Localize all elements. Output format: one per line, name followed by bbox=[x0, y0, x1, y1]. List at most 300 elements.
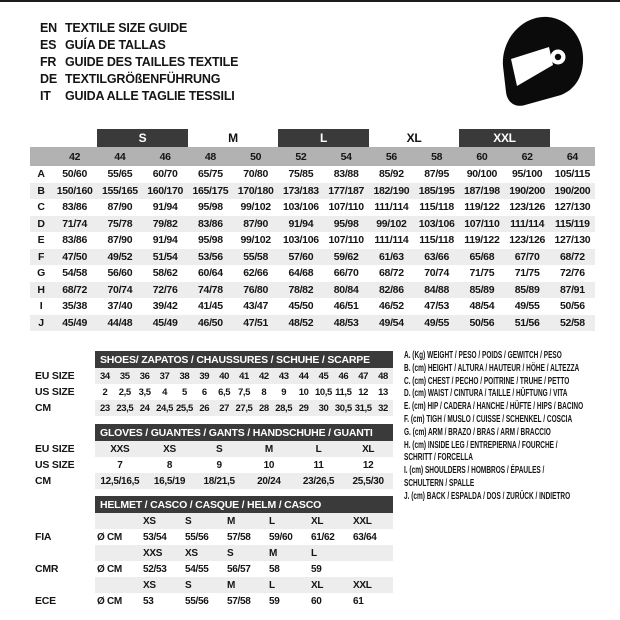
size-group-xl: XL bbox=[406, 131, 422, 145]
legend-item bbox=[404, 427, 619, 440]
legend-item bbox=[404, 363, 619, 376]
size-row-h bbox=[30, 282, 595, 299]
sub-cell: 43 bbox=[278, 370, 289, 382]
size-row-key: C bbox=[37, 201, 45, 214]
size-cell: 45/49 bbox=[152, 316, 178, 329]
legend-line: H. (cm) INSIDE LEG / ENTREPIERNA / FOURCHE / bbox=[404, 439, 558, 451]
size-cell: 107/110 bbox=[328, 234, 364, 247]
size-row-i bbox=[30, 298, 595, 315]
sub-cell: 59/60 bbox=[269, 531, 293, 543]
gloves-table-body bbox=[35, 441, 393, 489]
size-cell: 62/66 bbox=[243, 267, 269, 280]
size-col-header: 60 bbox=[476, 150, 488, 163]
size-cell: 46/52 bbox=[378, 300, 404, 313]
size-group-m: M bbox=[228, 131, 238, 145]
helmet-title-spacer bbox=[35, 496, 95, 513]
helmet-table-title: HELMET / CASCO / CASQUE / HELM / CASCO bbox=[95, 496, 393, 513]
size-cell: 85/89 bbox=[469, 283, 495, 296]
legend-item bbox=[404, 491, 619, 504]
size-cell: 190/200 bbox=[509, 184, 546, 197]
size-cell: 177/187 bbox=[328, 184, 365, 197]
size-row-g bbox=[30, 265, 595, 282]
size-cell: 67/70 bbox=[514, 250, 540, 263]
legend-line: J. (cm) BACK / ESPALDA / DOS / ZURÜCK / INDIETRO bbox=[404, 490, 571, 502]
size-cell: 71/74 bbox=[62, 217, 88, 230]
language-label: GUIDA ALLE TAGLIE TESSILI bbox=[65, 89, 235, 103]
gloves-title-spacer bbox=[35, 424, 95, 441]
size-cell: 71/75 bbox=[514, 267, 540, 280]
size-cell: 75/85 bbox=[288, 168, 314, 181]
sub-cell: 29 bbox=[298, 402, 309, 414]
size-cell: 49/55 bbox=[424, 316, 450, 329]
shoes-size-table bbox=[35, 351, 393, 416]
size-cell: 111/114 bbox=[374, 201, 409, 214]
size-group-s: S bbox=[97, 129, 188, 147]
size-cell: 75/78 bbox=[107, 217, 133, 230]
sub-cell: XXS bbox=[110, 443, 130, 455]
size-cell: 111/114 bbox=[374, 234, 409, 247]
size-cell: 61/63 bbox=[378, 250, 404, 263]
sub-row-label bbox=[35, 513, 95, 529]
sub-cell: 52/53 bbox=[143, 563, 167, 575]
language-code: FR bbox=[40, 55, 57, 69]
size-col-header: 50 bbox=[250, 150, 262, 163]
sub-table-row bbox=[35, 529, 393, 545]
size-cell: 115/118 bbox=[419, 234, 454, 247]
sub-row-cells bbox=[95, 545, 393, 561]
size-cell: 182/190 bbox=[373, 184, 410, 197]
shoes-title-row bbox=[35, 351, 393, 368]
sub-cell: 46 bbox=[338, 370, 349, 382]
helmet-size-table bbox=[35, 496, 393, 609]
language-row bbox=[40, 88, 238, 105]
size-col-header: 56 bbox=[385, 150, 397, 163]
sub-cell: 24,5 bbox=[156, 402, 173, 414]
sub-cell: M bbox=[264, 443, 273, 455]
sub-cell: 16,5/19 bbox=[153, 475, 186, 487]
sub-cell: 11,5 bbox=[335, 386, 352, 398]
size-cell: 87/90 bbox=[107, 201, 133, 214]
size-cell: 84/88 bbox=[424, 283, 450, 296]
size-cell: 91/94 bbox=[152, 201, 178, 214]
size-cell: 50/56 bbox=[559, 300, 585, 313]
sub-cell: S bbox=[185, 515, 192, 527]
sub-cell: XS bbox=[163, 443, 176, 455]
sub-cell: XS bbox=[143, 515, 156, 527]
sub-row-cells bbox=[95, 473, 393, 489]
sub-table-row bbox=[35, 441, 393, 457]
sub-row-cells bbox=[95, 384, 393, 400]
size-cell: 49/55 bbox=[514, 300, 540, 313]
size-cell: 95/98 bbox=[197, 201, 223, 214]
size-cell: 48/54 bbox=[469, 300, 495, 313]
sub-cell: 10 bbox=[298, 386, 309, 398]
size-cell: 59/62 bbox=[333, 250, 359, 263]
sub-cell: 58 bbox=[269, 563, 280, 575]
sub-cell: 59 bbox=[269, 595, 280, 607]
sub-cell: XL bbox=[362, 443, 375, 455]
size-row-key: B bbox=[37, 184, 45, 197]
size-cell: 56/60 bbox=[107, 267, 133, 280]
legend-line: G. (cm) ARM / BRAZO / BRAS / ARM / BRACCIO bbox=[404, 426, 551, 438]
sub-cell: 35 bbox=[119, 370, 130, 382]
language-label: TEXTILGRÖßENFÜHRUNG bbox=[65, 72, 221, 86]
sub-cell: 60 bbox=[311, 595, 322, 607]
sub-cell: XS bbox=[143, 579, 156, 591]
sub-row-label: EU SIZE bbox=[35, 370, 75, 382]
sub-cell: 40 bbox=[219, 370, 230, 382]
size-cell: 119/122 bbox=[464, 201, 500, 214]
size-cell: 72/76 bbox=[152, 283, 178, 296]
sub-row-cells bbox=[95, 513, 393, 529]
size-cell: 51/54 bbox=[152, 250, 178, 263]
size-cell: 37/40 bbox=[107, 300, 133, 313]
legend-line: B. (cm) HEIGHT / ALTURA / HAUTEUR / HÖHE / ALTEZZA bbox=[404, 362, 580, 374]
sub-cell: 23,5 bbox=[116, 402, 134, 414]
size-col-header: 62 bbox=[521, 150, 533, 163]
sub-cell: XXS bbox=[143, 547, 163, 559]
sub-cell: 37 bbox=[159, 370, 170, 382]
size-row-d bbox=[30, 216, 595, 233]
size-cell: 107/110 bbox=[328, 201, 364, 214]
size-cell: 41/45 bbox=[197, 300, 223, 313]
size-cell: 78/82 bbox=[288, 283, 314, 296]
sub-table-row bbox=[35, 513, 393, 529]
sub-row-cells bbox=[95, 441, 393, 457]
sub-cell: L bbox=[269, 515, 275, 527]
shoes-table-title: SHOES/ ZAPATOS / CHAUSSURES / SCHUHE / SCARPE bbox=[95, 351, 393, 368]
size-col-header: 42 bbox=[69, 150, 81, 163]
sub-table-row bbox=[35, 368, 393, 384]
size-row-key: G bbox=[37, 267, 45, 280]
size-cell: 103/106 bbox=[282, 234, 319, 247]
size-cell: 123/126 bbox=[509, 234, 546, 247]
sub-row-cells bbox=[95, 593, 393, 609]
sub-cell: 61/62 bbox=[311, 531, 335, 543]
sub-cell: 55/56 bbox=[185, 531, 209, 543]
sub-cell: 13 bbox=[378, 386, 388, 398]
textile-size-table bbox=[30, 129, 595, 331]
size-row-b bbox=[30, 183, 595, 200]
sub-cell: 18/21,5 bbox=[203, 475, 235, 487]
sub-row-label: FIA bbox=[35, 531, 52, 543]
shoes-title-spacer bbox=[35, 351, 95, 368]
sub-row-label bbox=[35, 577, 95, 593]
size-cell: 63/66 bbox=[424, 250, 450, 263]
helmet-title-row bbox=[35, 496, 393, 513]
size-cell: 68/72 bbox=[378, 267, 404, 280]
size-cell: 119/122 bbox=[464, 234, 500, 247]
sub-row-label: EU SIZE bbox=[35, 443, 75, 455]
size-cell: 91/94 bbox=[152, 234, 178, 247]
size-cell: 173/183 bbox=[282, 184, 319, 197]
size-cell: 99/102 bbox=[240, 201, 271, 214]
size-col-header: 46 bbox=[159, 150, 171, 163]
language-code: DE bbox=[40, 72, 57, 86]
size-cell: 60/70 bbox=[152, 168, 178, 181]
size-col-header: 54 bbox=[340, 150, 352, 163]
size-cell: 57/60 bbox=[288, 250, 314, 263]
size-cell: 68/72 bbox=[559, 250, 585, 263]
size-cell: 52/58 bbox=[559, 316, 585, 329]
size-cell: 115/119 bbox=[555, 217, 590, 230]
sub-cell: S bbox=[227, 547, 234, 559]
sub-row-label: CMR bbox=[35, 563, 59, 575]
size-row-key: A bbox=[37, 168, 45, 181]
sub-table-row bbox=[35, 457, 393, 473]
legend-line: A. (Kg) WEIGHT / PESO / POIDS / GEWITCH / PESO bbox=[404, 350, 562, 361]
size-cell: 105/115 bbox=[554, 168, 591, 181]
legend-item bbox=[404, 388, 619, 401]
sub-cell: XL bbox=[311, 579, 324, 591]
helmet-icon-svg bbox=[498, 14, 586, 110]
sub-cell: 4 bbox=[162, 386, 167, 398]
size-cell: 70/80 bbox=[243, 168, 269, 181]
sub-cell: 28 bbox=[258, 402, 269, 414]
size-cell: 48/52 bbox=[288, 316, 314, 329]
helmet-table-body bbox=[35, 513, 393, 609]
sub-cell: 23/26,5 bbox=[302, 475, 335, 487]
sub-row-cells bbox=[95, 400, 393, 416]
size-cell: 39/42 bbox=[152, 300, 178, 313]
sub-table-row bbox=[35, 473, 393, 489]
language-header bbox=[40, 20, 238, 105]
sub-cell: 12 bbox=[362, 459, 374, 471]
sub-cell: L bbox=[269, 579, 275, 591]
size-cell: 47/53 bbox=[424, 300, 450, 313]
sub-cell: Ø CM bbox=[97, 531, 122, 543]
sub-cell: 55/56 bbox=[185, 595, 209, 607]
sub-table-row bbox=[35, 561, 393, 577]
gloves-title-row bbox=[35, 424, 393, 441]
language-code: IT bbox=[40, 89, 51, 103]
sub-cell: 11 bbox=[313, 459, 324, 471]
sub-cell: 6,5 bbox=[218, 386, 231, 398]
sub-row-cells bbox=[95, 561, 393, 577]
sub-cell: 5 bbox=[181, 386, 187, 398]
sub-cell: Ø CM bbox=[97, 595, 122, 607]
size-cell: 90/100 bbox=[466, 168, 498, 181]
size-cell: 87/95 bbox=[424, 168, 450, 181]
size-cell: 50/60 bbox=[62, 168, 88, 181]
sub-cell: 12,5/16,5 bbox=[100, 475, 140, 487]
sub-cell: 8 bbox=[166, 459, 173, 471]
size-row-key: I bbox=[39, 300, 43, 313]
size-cell: 46/51 bbox=[333, 300, 359, 313]
size-row-f bbox=[30, 249, 595, 266]
size-cell: 99/102 bbox=[240, 234, 271, 247]
size-col-header: 64 bbox=[566, 150, 578, 163]
sub-cell: 24 bbox=[139, 402, 150, 414]
sub-cell: 45 bbox=[318, 370, 329, 382]
sub-cell: 7,5 bbox=[237, 386, 250, 398]
size-cell: 95/98 bbox=[333, 217, 359, 230]
sub-cell: M bbox=[227, 515, 236, 527]
sub-cell: 54/55 bbox=[185, 563, 209, 575]
legend-item bbox=[404, 401, 619, 414]
size-row-key: J bbox=[38, 316, 44, 329]
sub-cell: 39 bbox=[199, 370, 210, 382]
size-row-key: F bbox=[37, 250, 45, 263]
sub-cell: XS bbox=[185, 547, 198, 559]
size-cell: 87/90 bbox=[107, 234, 133, 247]
size-cell: 55/65 bbox=[107, 168, 133, 181]
sub-cell: M bbox=[227, 579, 236, 591]
size-cell: 47/51 bbox=[243, 316, 269, 329]
measurement-legend bbox=[404, 350, 619, 504]
size-cell: 95/100 bbox=[511, 168, 543, 181]
language-row bbox=[40, 71, 238, 88]
sub-cell: 41 bbox=[239, 370, 249, 382]
size-col-header: 48 bbox=[204, 150, 216, 163]
sub-row-label: ECE bbox=[35, 595, 56, 607]
sub-cell: 48 bbox=[378, 370, 388, 382]
sub-cell: 7 bbox=[117, 459, 123, 471]
size-cell: 70/74 bbox=[107, 283, 133, 296]
size-cell: 87/90 bbox=[243, 217, 269, 230]
size-cell: 58/62 bbox=[152, 267, 178, 280]
sub-cell: 63/64 bbox=[353, 531, 377, 543]
size-cell: 103/106 bbox=[418, 217, 455, 230]
size-cell: 53/56 bbox=[197, 250, 223, 263]
sub-cell: XXL bbox=[353, 579, 372, 591]
size-group-header-row bbox=[30, 129, 595, 147]
sub-cell: L bbox=[315, 443, 322, 455]
size-cell: 72/76 bbox=[559, 267, 585, 280]
size-cell: 54/58 bbox=[62, 267, 88, 280]
size-row-key: H bbox=[37, 283, 45, 296]
size-cell: 82/86 bbox=[378, 283, 404, 296]
size-row-key: E bbox=[37, 234, 45, 247]
sub-table-row bbox=[35, 400, 393, 416]
sub-cell: 27,5 bbox=[235, 402, 253, 414]
size-cell: 47/50 bbox=[62, 250, 88, 263]
size-cell: 35/38 bbox=[62, 300, 88, 313]
size-cell: 83/86 bbox=[197, 217, 223, 230]
sub-cell: 44 bbox=[298, 370, 309, 382]
size-cell: 49/54 bbox=[378, 316, 404, 329]
language-code: EN bbox=[40, 21, 57, 35]
size-cell: 43/47 bbox=[243, 300, 269, 313]
legend-line: SCHRITT / FORCELLA bbox=[404, 452, 473, 464]
size-col-header: 58 bbox=[431, 150, 443, 163]
sub-cell: 31,5 bbox=[354, 402, 372, 414]
sub-cell: 27 bbox=[219, 402, 230, 414]
sub-cell: 32 bbox=[378, 402, 388, 414]
size-cell: 65/68 bbox=[469, 250, 495, 263]
size-cell: 68/72 bbox=[62, 283, 88, 296]
sub-cell: M bbox=[269, 547, 278, 559]
sub-cell: S bbox=[185, 579, 192, 591]
shoes-table-body bbox=[35, 368, 393, 416]
sub-cell: 59 bbox=[311, 563, 322, 575]
size-table-body bbox=[30, 166, 595, 331]
size-cell: 55/58 bbox=[243, 250, 269, 263]
size-cell: 74/78 bbox=[197, 283, 223, 296]
legend-line: F. (cm) TIGH / MUSLO / CUISSE / SCHENKEL / COSCIA bbox=[404, 413, 573, 425]
size-col-header: 52 bbox=[295, 150, 307, 163]
sub-cell: 57/58 bbox=[227, 531, 251, 543]
size-row-j bbox=[30, 315, 595, 332]
size-group-l: L bbox=[278, 129, 369, 147]
legend-item bbox=[404, 350, 619, 363]
size-cell: 111/114 bbox=[510, 217, 545, 230]
size-cell: 44/48 bbox=[107, 316, 133, 329]
sub-cell: 23 bbox=[100, 402, 110, 414]
size-cell: 170/180 bbox=[237, 184, 274, 197]
legend-line: D. (cm) WAIST / CINTURA / TAILLE / HÜFTUNG / VITA bbox=[404, 388, 568, 400]
size-row-key: D bbox=[37, 217, 45, 230]
gloves-table-title: GLOVES / GUANTES / GANTS / HANDSCHUHE / GUANTI bbox=[95, 424, 393, 441]
sub-cell: 10,5 bbox=[315, 386, 332, 398]
size-cell: 190/200 bbox=[554, 184, 591, 197]
size-cell: 45/50 bbox=[288, 300, 314, 313]
size-cell: 79/82 bbox=[152, 217, 178, 230]
sub-row-cells bbox=[95, 577, 393, 593]
sub-cell: 30 bbox=[318, 402, 329, 414]
sub-cell: 26 bbox=[199, 402, 210, 414]
size-cell: 95/98 bbox=[197, 234, 223, 247]
language-row bbox=[40, 54, 238, 71]
sub-cell: 8 bbox=[261, 386, 267, 398]
size-cell: 107/110 bbox=[464, 217, 500, 230]
legend-item bbox=[404, 414, 619, 427]
size-cell: 103/106 bbox=[282, 201, 319, 214]
language-row bbox=[40, 20, 238, 37]
sub-cell: 38 bbox=[179, 370, 190, 382]
sub-row-label: CM bbox=[35, 475, 51, 487]
language-label: GUÍA DE TALLAS bbox=[65, 38, 166, 52]
sub-cell: XXL bbox=[353, 515, 372, 527]
sub-row-label bbox=[35, 545, 95, 561]
sub-row-cells bbox=[95, 457, 393, 473]
size-cell: 51/56 bbox=[514, 316, 540, 329]
sub-row-label: US SIZE bbox=[35, 386, 75, 398]
language-row bbox=[40, 37, 238, 54]
size-cell: 64/68 bbox=[288, 267, 314, 280]
size-cell: 99/102 bbox=[376, 217, 407, 230]
size-cell: 155/165 bbox=[101, 184, 138, 197]
sub-cell: 20/24 bbox=[257, 475, 281, 487]
sub-cell: 9 bbox=[216, 459, 222, 471]
sub-cell: XL bbox=[311, 515, 324, 527]
size-cell: 83/86 bbox=[62, 234, 88, 247]
size-row-c bbox=[30, 199, 595, 216]
top-border-line bbox=[0, 0, 620, 2]
legend-line: I. (cm) SHOULDERS / HOMBROS / ÉPAULES / bbox=[404, 465, 545, 477]
sub-cell: 6 bbox=[201, 386, 207, 398]
size-group-spacer bbox=[30, 129, 52, 147]
sub-cell: 9 bbox=[281, 386, 287, 398]
size-cell: 45/49 bbox=[62, 316, 88, 329]
size-cell: 70/74 bbox=[424, 267, 450, 280]
size-col-header: 44 bbox=[114, 150, 126, 163]
size-cell: 65/75 bbox=[197, 168, 223, 181]
helmet-icon bbox=[498, 14, 586, 110]
sub-table-row bbox=[35, 545, 393, 561]
sub-cell: Ø CM bbox=[97, 563, 122, 575]
legend-item bbox=[404, 376, 619, 389]
sub-cell: 53 bbox=[143, 595, 154, 607]
size-cell: 160/170 bbox=[147, 184, 184, 197]
legend-line: SCHULTERN / SPALLE bbox=[404, 477, 475, 489]
size-row-a bbox=[30, 166, 595, 183]
size-cell: 83/86 bbox=[62, 201, 88, 214]
size-cell: 87/91 bbox=[559, 283, 585, 296]
sub-row-cells bbox=[95, 529, 393, 545]
size-cell: 150/160 bbox=[56, 184, 93, 197]
sub-cell: 42 bbox=[258, 370, 269, 382]
